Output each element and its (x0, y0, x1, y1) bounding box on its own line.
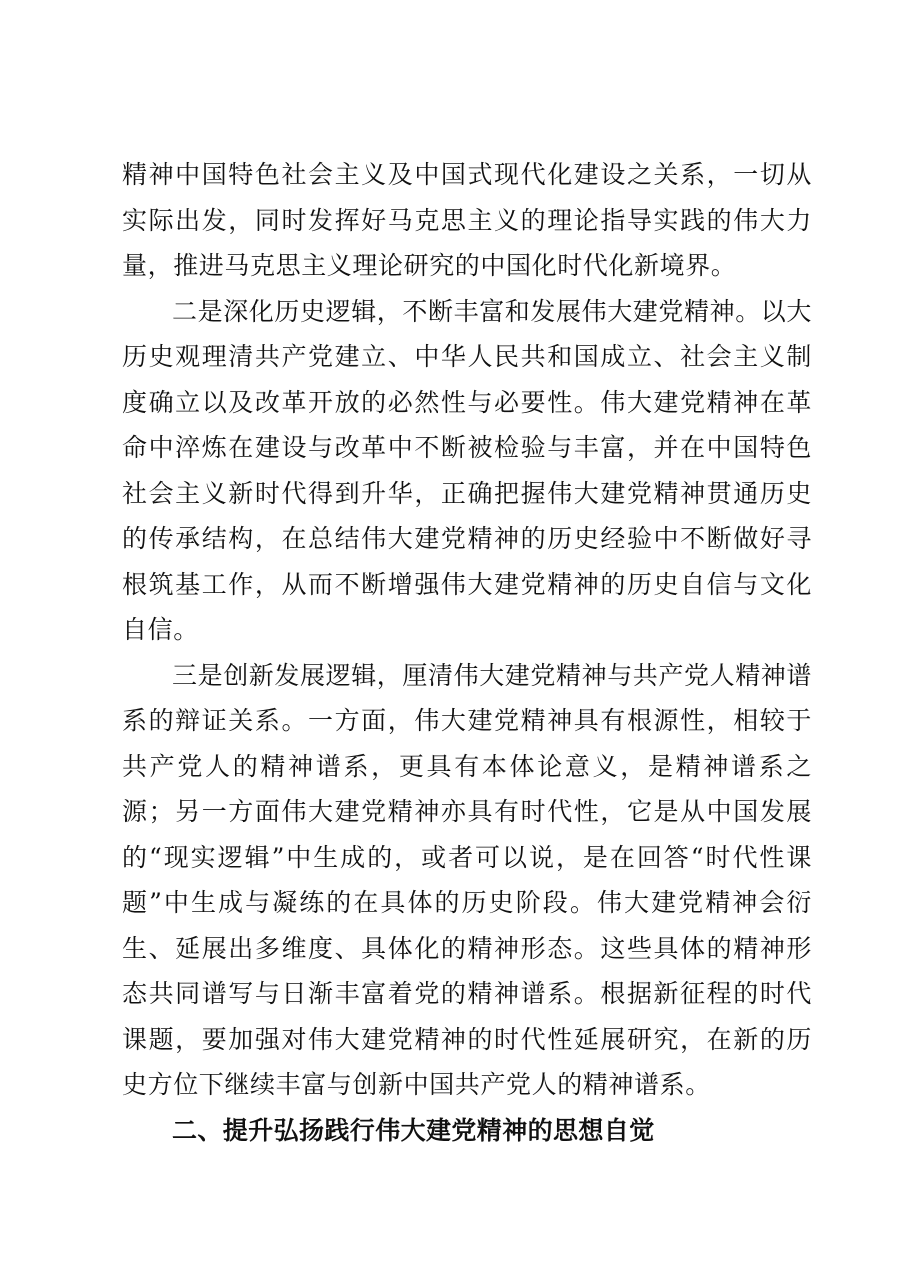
document-body (122, 152, 812, 1153)
section-heading: 二、提升弘扬践行伟大建党精神的思想自觉 (172, 1115, 655, 1145)
paragraph-historical-logic: 二是深化历史逻辑，不断丰富和发展伟大建党精神。以大历史观理清共产党建立、中华人民共和国成立、社会主义制度确立以及改革开放的必然性与必要性。伟大建党精神在革命中淬炼在建设与改革中不断被检验与丰富，并在中国特色社会主义新时代得到升华，正确把握伟大建党精神贯通历史的传承结构，在总结伟大建党精神的历史经验中不断做好寻根筑基工作，从而不断增强伟大建党精神的历史自信与文化自信。 (122, 296, 813, 644)
paragraph-continuation: 精神中国特色社会主义及中国式现代化建设之关系，一切从实际出发，同时发挥好马克思主义的理论指导实践的伟大力量，推进马克思主义理论研究的中国化时代化新境界。 (122, 160, 812, 280)
paragraph-development-logic: 三是创新发展逻辑，厘清伟大建党精神与共产党人精神谱系的辩证关系。一方面，伟大建党精神具有根源性，相较于共产党人的精神谱系，更具有本体论意义，是精神谱系之源；另一方面伟大建党精神亦具有时代性，它是从中国发展的“现实逻辑”中生成的，或者可以说，是在回答“时代性课题”中生成与凝练的在具体的历史阶段。伟大建党精神会衍生、延展出多维度、具体化的精神形态。这些具体的精神形态共同谱写与日渐丰富着党的精神谱系。根据新征程的时代课题，要加强对伟大建党精神的时代性延展研究，在新的历史方位下继续丰富与创新中国共产党人的精神谱系。 (122, 660, 813, 1099)
